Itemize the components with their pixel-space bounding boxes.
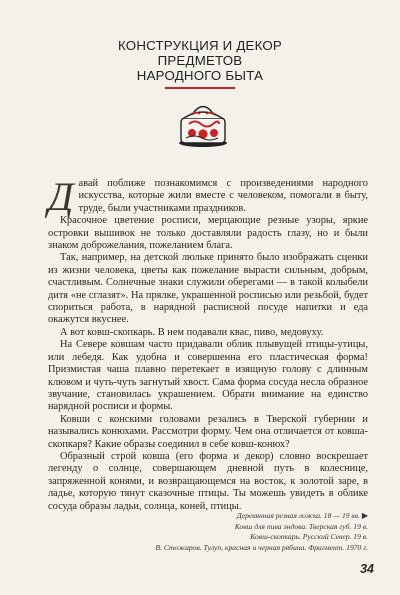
title-underline [165, 87, 235, 89]
paragraph-6: Ковши с конскими головами резались в Тверской губернии и назывались конюхами. Рассмотри форму. Чем она отличается от ковша-скопкаря? Какие образы соединил в себе ковш-конюх? [48, 413, 368, 450]
paragraph-1-text: авай поближе познакомимся с произведениями народного искусства, которые жили вместе с человеком, помогали в быту, труде, были участниками праздников. [78, 178, 368, 214]
credit-line-4: В. Стожаров. Тулуп, красная и черная рябина. Фрагмент. 1970 г. [155, 542, 368, 552]
paragraph-5: На Севере ковшам часто придавали облик плывущей птицы-утицы, или лебедя. Как удобна и совершенна его пластическая форма! Призмистая чаша плавно перетекает в изящную голову с длинным клювом и чуть-чуть загнутый хвост. Сама форма сосуда несла образное звучание, становилась украшением. Обрати внимание на единство нарядной росписи и формы. [48, 339, 368, 413]
title-line-3: НАРОДНОГО БЫТА [136, 68, 264, 83]
drop-cap: Д [48, 174, 74, 219]
paragraph-2: Красочное цветение росписи, мерцающие резные узоры, яркие островки вышивок не только доставляли радость глазу, но и были знаком доброжелания, пожеланием блага. [48, 215, 368, 252]
image-credits [38, 511, 368, 553]
title-line-1: КОНСТРУКЦИЯ И ДЕКОР [117, 38, 283, 53]
decorated-box-illustration [172, 100, 234, 150]
credit-line-1 [38, 511, 368, 522]
paragraph-4: А вот ковш-скопкарь. В нем подавали квас, пиво, медовуху. [60, 326, 324, 338]
paragraph-1 [48, 174, 368, 219]
page-number: 34 [360, 562, 374, 576]
credit-1-text: Деревянная резная ложка. 18 — 19 вв. [236, 511, 360, 520]
credit-line-3: Ковш-скопкарь. Русский Север. 19 в. [250, 532, 368, 542]
paragraph-3: Так, например, на детской люльке принято было изображать сценки из жизни человека, цветы как пожелание вырасти сильным, добрым, счастливым. Солнечные знаки служили оберегами — в такой колыбели дитя «не сглазят». На прялке, украшенной росписью или резьбой, будет спориться работа, в нарядной расписной посуде напитки и еда окажутся вкуснее. [48, 252, 368, 326]
chapter-title [0, 38, 400, 83]
credit-line-2: Ковш для пива эндова. Тверская губ. 19 в. [234, 521, 368, 531]
title-line-2: ПРЕДМЕТОВ [157, 53, 243, 68]
paragraph-7: Образный строй ковша (его форма и декор) словно воскрешает легенду о солнце, совершающем дневной путь в колеснице, запряженной конями, и возвращающемся на восток, к золотой заре, в ладье, которую тянут сказочные птицы. Ты можешь увидеть в облике сосуда образы ладьи, солнца, коней, птицы. [48, 450, 368, 512]
arrow-right-icon: ▶ [361, 511, 368, 520]
article-body [48, 174, 368, 513]
